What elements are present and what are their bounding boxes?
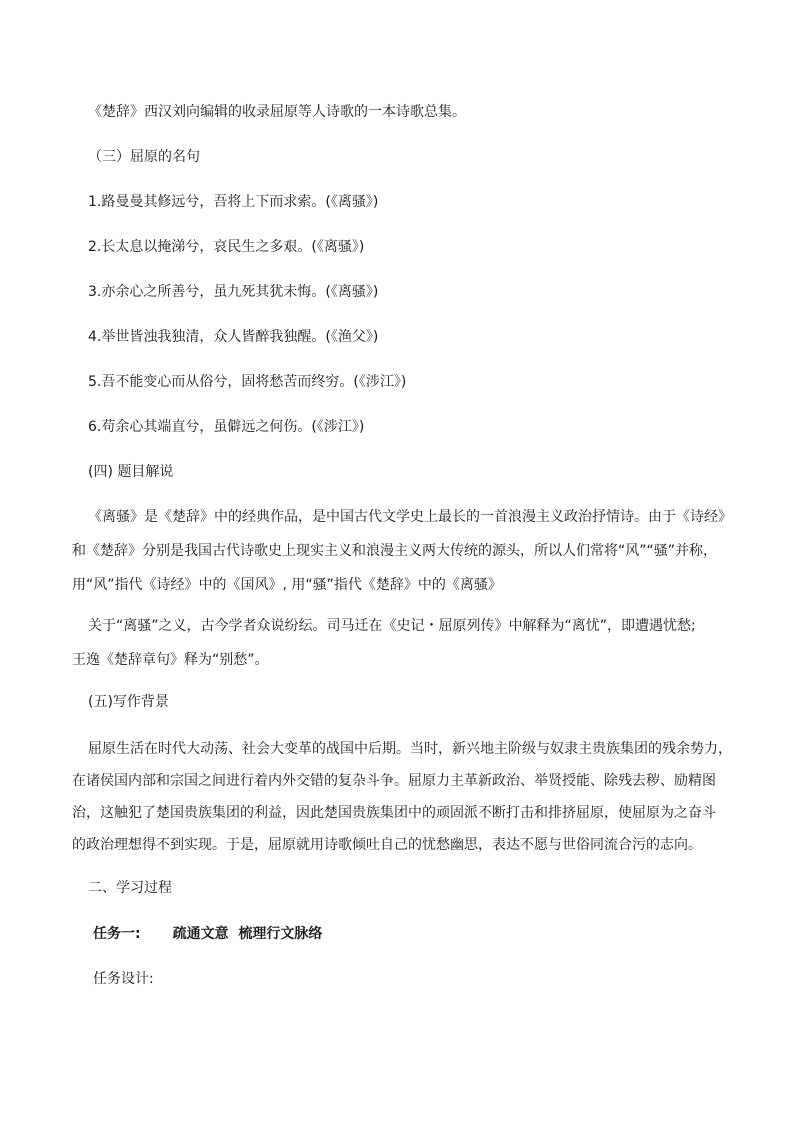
quote-3: 3.亦余心之所善兮，虽九死其犹未悔。(《离骚》) [88,284,379,300]
intro-line: 《楚辞》西汉刘向编辑的收录屈原等人诗歌的一本诗歌总集。 [88,104,466,120]
quote-1: 1.路曼曼其修远兮，吾将上下而求索。(《离骚》) [88,194,379,210]
section4-para1-line2: 和《楚辞》分别是我国古代诗歌史上现实主义和浪漫主义两大传统的源头，所以人们常将“风”“骚”并称， [72,543,718,559]
section5-para-line3: 治，这触犯了楚国贵族集团的利益，因此楚国贵族集团中的顽固派不断打击和排挤屈原，使屈原为之奋斗 [72,805,716,821]
task1-title: 疏通文意 梳理行文脉络 [172,926,323,942]
section4-para2-line1: 关于“离骚”之义，古今学者众说纷纭。司马迁在《史记・屈原列传》中解释为“离忧”，即遭遇忧愁; [88,618,696,634]
section4-para1-line3: 用“风”指代《诗经》中的《国风》, 用“骚”指代《楚辞》中的《离骚》 [72,577,502,593]
task1-heading [93,924,322,944]
section3-heading: （三）屈原的名句 [88,149,200,165]
quote-4: 4.举世皆浊我独清，众人皆醉我独醒。(《渔父》) [88,329,379,345]
section5-heading: (五)写作背景 [88,694,169,710]
quote-2: 2.长太息以掩涕兮，哀民生之多艰。(《离骚》) [88,239,365,255]
section5-para-line4: 的政治理想得不到实现。于是，屈原就用诗歌倾吐自己的忧愁幽思，表达不愿与世俗同流合污的志向。 [72,837,702,853]
section4-para1-line1: 《离骚》是《楚辞》中的经典作品，是中国古代文学史上最长的一首浪漫主义政治抒情诗。由于《诗经》 [88,509,732,525]
section5-para-line1: 屈原生活在时代大动荡、社会大变革的战国中后期。当时，新兴地主阶级与奴隶主贵族集团的残余势力， [88,741,732,757]
part2-heading: 二、学习过程 [88,880,172,896]
section4-heading: (四) 题目解说 [88,464,174,480]
section4-para2-line2: 王逸《楚辞章句》释为“别愁”。 [72,652,269,668]
quote-5: 5.吾不能变心而从俗兮，固将愁苦而终穷。(《涉江》) [88,374,407,390]
section5-para-line2: 在诸侯国内部和宗国之间进行着内外交错的复杂斗争。屈原力主革新政治、举贤授能、除残去秽、励精图 [72,773,716,789]
task-design-label: 任务设计: [93,971,154,987]
task1-label: 任务一: [93,926,141,942]
quote-6: 6.苟余心其端直兮，虽僻远之何伤。(《涉江》) [88,419,365,435]
